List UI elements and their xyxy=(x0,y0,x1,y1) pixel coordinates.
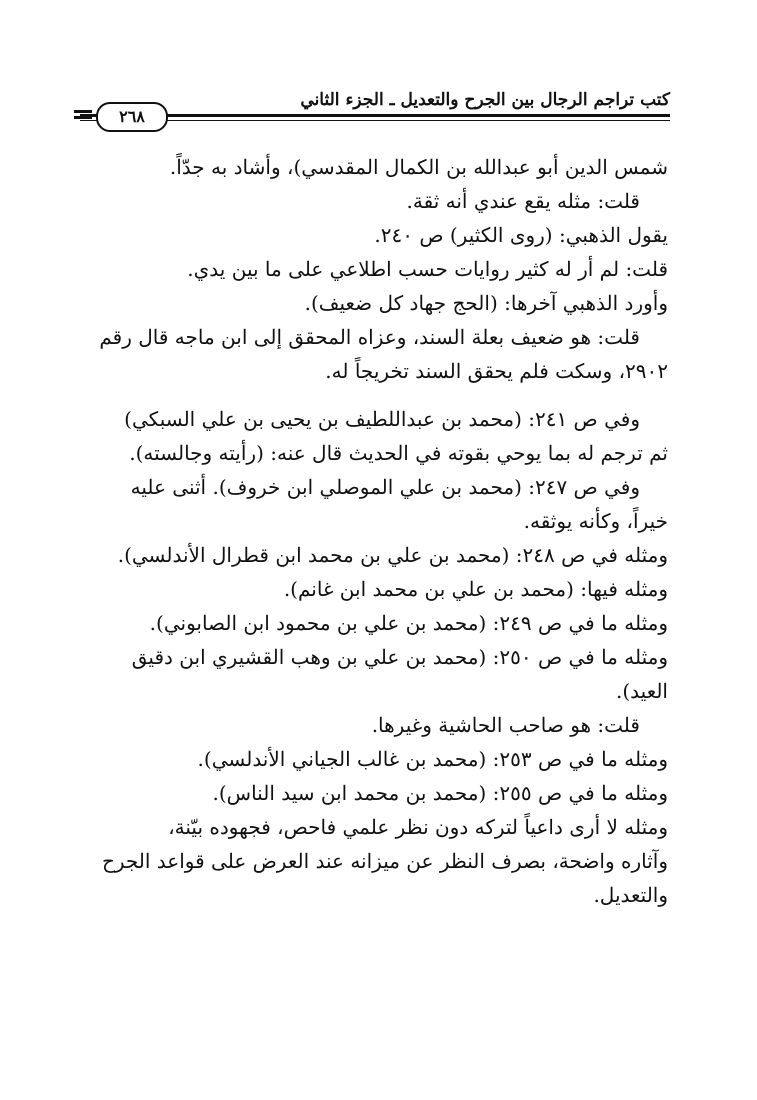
text-line: ومثله ما في ص ٢٥٠: (محمد بن علي بن وهب القشيري ابن دقيق xyxy=(131,645,668,669)
text-line: ثم ترجم له بما يوحي بقوته في الحديث قال عنه: (رأيته وجالسته). xyxy=(129,441,668,465)
badge-dash xyxy=(74,110,92,113)
badge-dash xyxy=(74,116,92,119)
page-header xyxy=(80,84,670,132)
text-line: ومثله ما في ص ٢٥٥: (محمد بن محمد ابن سيد الناس). xyxy=(212,781,668,805)
text-line: قلت: هو صاحب الحاشية وغيرها. xyxy=(371,713,640,737)
text-line: قلت: هو ضعيف بعلة السند، وعزاه المحقق إلى ابن ماجه قال رقم xyxy=(99,325,640,349)
paragraph-gap xyxy=(86,388,668,402)
text-line: يقول الذهبي: (روى الكثير) ص ٢٤٠. xyxy=(374,223,668,247)
text-line: قلت: لم أر له كثير روايات حسب اطلاعي على ما بين يدي. xyxy=(187,257,668,281)
text-line: والتعديل. xyxy=(593,883,668,907)
text-line: ومثله في ص ٢٤٨: (محمد بن علي بن محمد ابن قطرال الأندلسي). xyxy=(117,543,668,567)
text-line: العيد). xyxy=(616,679,668,703)
text-line: ومثله ما في ص ٢٥٣: (محمد بن غالب الجياني الأندلسي). xyxy=(197,747,668,771)
header-rule-thin xyxy=(80,120,670,121)
text-line: ٢٩٠٢، وسكت فلم يحقق السند تخريجاً له. xyxy=(325,359,668,383)
text-line: خيراً، وكأنه يوثقه. xyxy=(523,509,668,533)
text-line: قلت: مثله يقع عندي أنه ثقة. xyxy=(406,189,640,213)
text-line: وأورد الذهبي آخرها: (الحج جهاد كل ضعيف). xyxy=(304,291,668,315)
text-line: شمس الدين أبو عبدالله بن الكمال المقدسي)، وأشاد به جدّاً. xyxy=(169,155,668,179)
text-line: وفي ص ٢٤١: (محمد بن عبداللطيف بن يحيى بن علي السبكي) xyxy=(124,407,640,431)
text-line: ومثله ما في ص ٢٤٩: (محمد بن علي بن محمود ابن الصابوني). xyxy=(149,611,668,635)
text-line: ومثله لا أرى داعياً لتركه دون نظر علمي فاحص، فجهوده بيّنة، xyxy=(168,815,668,839)
text-line: ومثله فيها: (محمد بن علي بن محمد ابن غانم). xyxy=(283,577,668,601)
page-body xyxy=(86,150,668,912)
page-number-badge: ٢٦٨ xyxy=(96,102,168,132)
header-rule xyxy=(80,114,670,117)
text-line: وفي ص ٢٤٧: (محمد بن علي الموصلي ابن خروف). أثنى عليه xyxy=(130,475,640,499)
text-line: وآثاره واضحة، بصرف النظر عن ميزانه عند العرض على قواعد الجرح xyxy=(101,849,668,873)
running-title: كتب تراجم الرجال بين الجرح والتعديل ـ الجزء الثاني xyxy=(300,90,670,110)
